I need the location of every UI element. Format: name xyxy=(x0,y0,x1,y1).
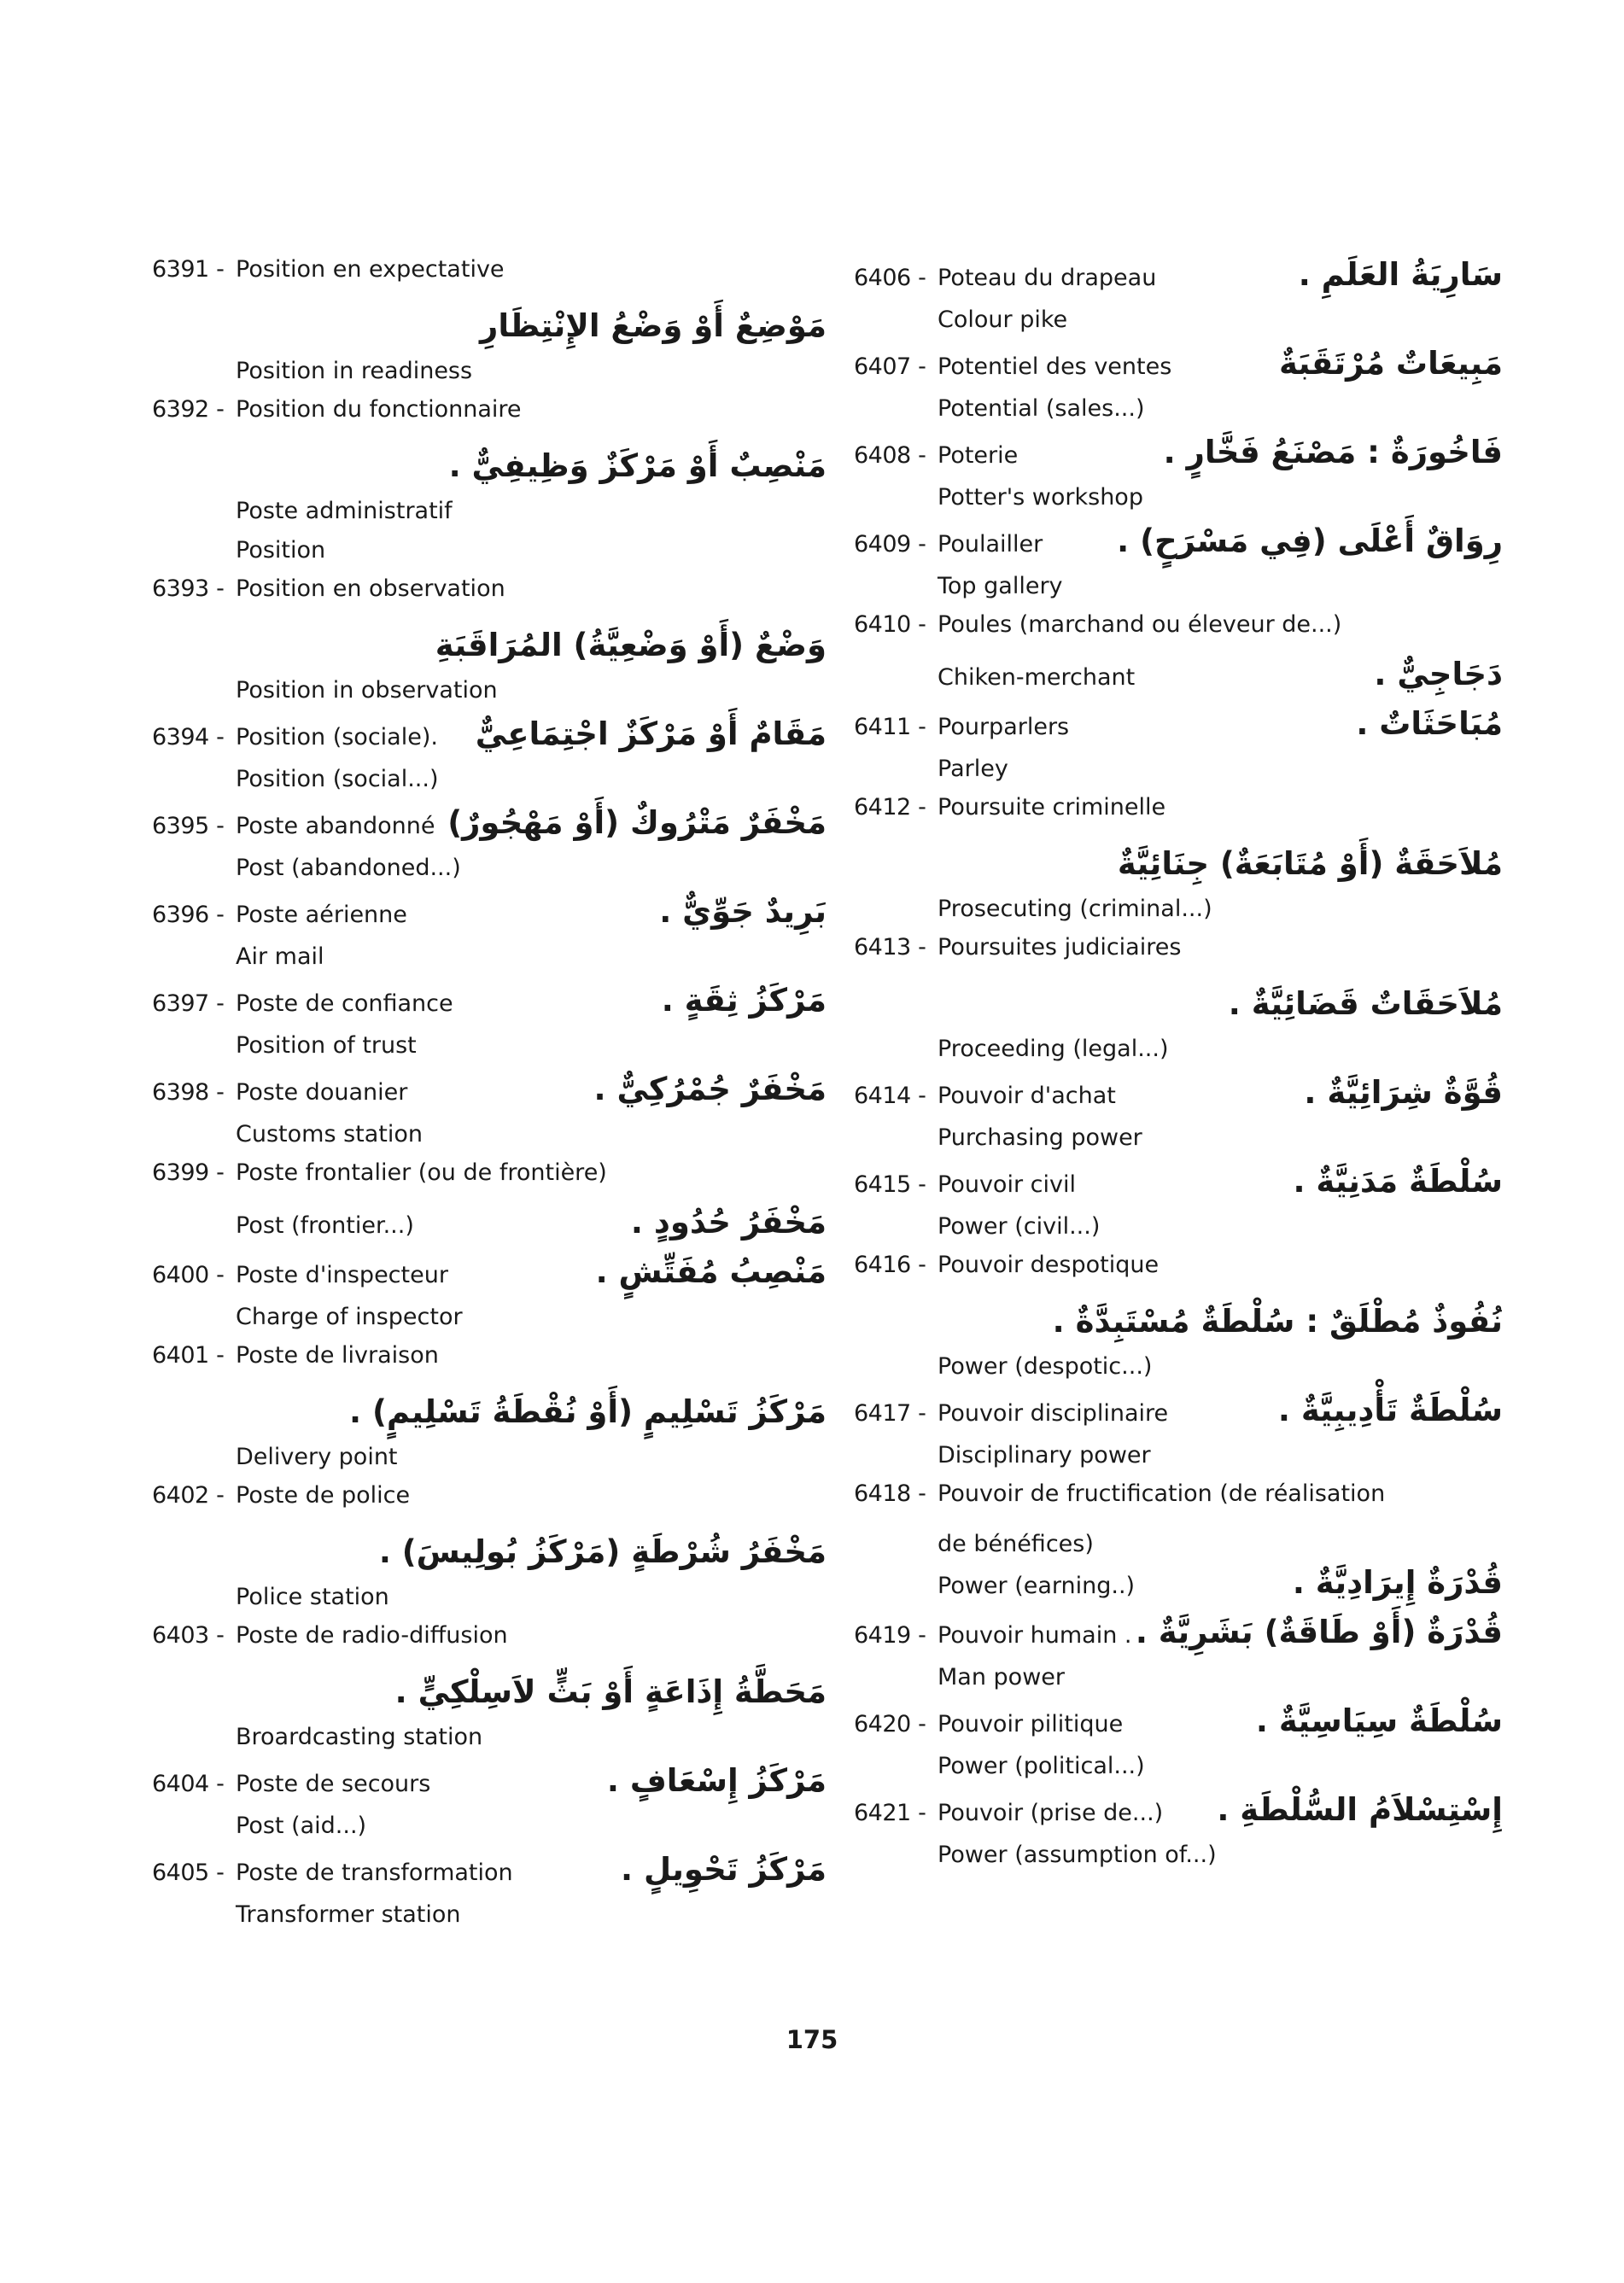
entry-headline xyxy=(854,434,1503,478)
arabic-term: إِسْتِسْلاَمُ السُّلْطَةِ . xyxy=(1217,1791,1503,1828)
french-term: Poste de radio-diffusion xyxy=(236,1622,508,1649)
entry-number: 6419 xyxy=(854,1622,911,1649)
french-term: Position (sociale). xyxy=(236,724,438,750)
entry-number: 6396 xyxy=(152,902,209,928)
french-term: Pouvoir civil xyxy=(938,1171,1076,1198)
dictionary-entry xyxy=(854,1791,1503,1875)
dictionary-entry xyxy=(854,523,1503,606)
entry-number: 6405 xyxy=(152,1860,209,1886)
entry-headline xyxy=(854,611,1503,656)
entry-dash: - xyxy=(216,1079,225,1106)
dictionary-entry xyxy=(854,345,1503,429)
arabic-term: مَرْكَزُ تَحْوِيلٍ . xyxy=(621,1851,827,1888)
arabic-term: مَخْفَرٌ جُمْرُكِيٌّ . xyxy=(593,1071,827,1107)
english-term: Position of trust xyxy=(236,1032,417,1059)
entry-english-row xyxy=(854,1564,1503,1609)
arabic-term: مُلاَحَقَةٌ (أَوْ مُتَابَعَةٌ) جِنَائِيَّةٌ xyxy=(1117,845,1503,882)
arabic-term: سَارِيَةُ العَلَمِ . xyxy=(1298,256,1503,293)
entry-headline xyxy=(854,345,1503,389)
english-term: Power (assumption of...) xyxy=(938,1842,1217,1868)
french-term: Pourparlers xyxy=(938,714,1070,740)
entry-dash: - xyxy=(216,1342,225,1369)
entry-number: 6404 xyxy=(152,1771,209,1797)
entry-number: 6410 xyxy=(854,611,911,638)
arabic-term: مَرْكَزُ إِسْعَافٍ . xyxy=(606,1762,827,1799)
entry-headline xyxy=(854,1252,1503,1296)
dictionary-entry xyxy=(152,575,827,710)
entry-dash: - xyxy=(918,442,926,469)
french-term: Position du fonctionnaire xyxy=(236,396,522,423)
entry-headline xyxy=(854,1702,1503,1747)
arabic-term: نُفُوذٌ مُطْلَقٌ : سُلْطَةٌ مُسْتَبِدَّةٌ . xyxy=(1052,1303,1503,1340)
arabic-term: مَنْصِبُ مُفَتِّشٍ . xyxy=(595,1253,827,1290)
entry-dash: - xyxy=(216,990,225,1017)
entry-number: 6407 xyxy=(854,353,911,380)
page-number: 175 xyxy=(786,2025,838,2054)
arabic-term: مُبَاحَثَاتٌ . xyxy=(1356,705,1503,742)
dictionary-entry xyxy=(152,893,827,977)
french-term: Potentiel des ventes xyxy=(938,353,1172,380)
dictionary-entry xyxy=(152,804,827,888)
dictionary-entry xyxy=(152,1253,827,1337)
english-term: Position in readiness xyxy=(236,358,473,384)
entry-number: 6418 xyxy=(854,1480,911,1507)
dictionary-entry xyxy=(854,1074,1503,1158)
entry-headline xyxy=(854,1791,1503,1836)
entry-headline xyxy=(152,1622,827,1667)
french-term: Poste de transformation xyxy=(236,1860,513,1886)
left-column xyxy=(152,256,827,1940)
french-term: Pouvoir d'achat xyxy=(938,1083,1116,1109)
entry-number: 6394 xyxy=(152,724,209,750)
french-term: Pouvoir de fructification (de réalisation xyxy=(938,1480,1386,1507)
dictionary-entry xyxy=(854,1480,1503,1609)
entry-headline xyxy=(152,1342,827,1387)
arabic-term: بَرِيدٌ جَوِّيٌّ . xyxy=(659,893,827,930)
french-term: Poste de confiance xyxy=(236,990,453,1017)
dictionary-entry xyxy=(152,396,827,570)
entry-headline xyxy=(152,893,827,937)
dictionary-entry xyxy=(854,1163,1503,1247)
french-term: Pouvoir despotique xyxy=(938,1252,1160,1278)
entry-headline xyxy=(152,1482,827,1527)
entry-headline xyxy=(854,1163,1503,1207)
entry-english-row xyxy=(854,656,1503,700)
entry-dash: - xyxy=(918,265,926,291)
dictionary-entry xyxy=(854,1614,1503,1697)
french-term: Poulailler xyxy=(938,531,1043,558)
english-term: Power (political...) xyxy=(938,1753,1145,1779)
entry-dash: - xyxy=(918,1480,926,1507)
french-term: Poste frontalier (ou de frontière) xyxy=(236,1159,607,1186)
french-term: Poste de livraison xyxy=(236,1342,439,1369)
dictionary-entry xyxy=(152,1762,827,1846)
entry-number: 6403 xyxy=(152,1622,209,1649)
english-term: Charge of inspector xyxy=(236,1304,463,1330)
french-term: Poursuite criminelle xyxy=(938,794,1166,820)
french-term: Poste abandonné xyxy=(236,813,435,839)
english-term: Colour pike xyxy=(938,307,1068,333)
dictionary-entry xyxy=(854,611,1503,700)
french-term: Poste de secours xyxy=(236,1771,431,1797)
dictionary-entry xyxy=(152,1159,827,1248)
entry-number: 6414 xyxy=(854,1083,911,1109)
french-term: Poterie xyxy=(938,442,1019,469)
english-term: Position (social...) xyxy=(236,766,439,792)
entry-number: 6400 xyxy=(152,1262,209,1288)
french-term: Position en observation xyxy=(236,575,505,602)
english-term: Purchasing power xyxy=(938,1124,1142,1151)
entry-dash: - xyxy=(216,1482,225,1509)
french-term: Poteau du drapeau xyxy=(938,265,1157,291)
french-term: Poste d'inspecteur xyxy=(236,1262,448,1288)
dictionary-entry xyxy=(152,256,827,391)
dictionary-entry xyxy=(152,1342,827,1477)
english-term: Police station xyxy=(236,1584,389,1610)
entry-headline xyxy=(854,1614,1503,1658)
entry-dash: - xyxy=(918,1800,926,1826)
entry-dash: - xyxy=(918,1252,926,1278)
entry-number: 6415 xyxy=(854,1171,911,1198)
entry-number: 6401 xyxy=(152,1342,209,1369)
english-term: Potter's workshop xyxy=(938,484,1143,511)
english-term: Post (aid...) xyxy=(236,1813,367,1839)
entry-number: 6391 xyxy=(152,256,209,283)
french-term-continued: de bénéfices) xyxy=(938,1531,1094,1557)
arabic-term: مَخْفَرُ حُدُودٍ . xyxy=(630,1204,827,1241)
entry-dash: - xyxy=(918,1622,926,1649)
dictionary-entry xyxy=(854,705,1503,789)
dictionary-entry xyxy=(152,1851,827,1935)
english-term: Prosecuting (criminal...) xyxy=(938,896,1212,922)
entry-dash: - xyxy=(918,531,926,558)
english-term: Potential (sales...) xyxy=(938,395,1145,422)
arabic-term: قُوَّةٌ شِرَائِيَّةٌ . xyxy=(1304,1074,1503,1111)
entry-number: 6398 xyxy=(152,1079,209,1106)
entry-dash: - xyxy=(918,1171,926,1198)
entry-dash: - xyxy=(918,1400,926,1427)
entry-english-row xyxy=(152,1204,827,1248)
dictionary-entry xyxy=(152,1071,827,1154)
entry-number: 6402 xyxy=(152,1482,209,1509)
entry-headline xyxy=(152,982,827,1026)
arabic-term: مَحَطَّةُ إِذَاعَةٍ أَوْ بَثٍّ لاَسِلْكِيٍّ . xyxy=(394,1673,827,1710)
english-term: Power (civil...) xyxy=(938,1213,1101,1240)
english-term: Air mail xyxy=(236,943,324,970)
entry-headline xyxy=(152,1762,827,1807)
entry-number: 6420 xyxy=(854,1711,911,1737)
entry-headline xyxy=(854,705,1503,750)
entry-number: 6409 xyxy=(854,531,911,558)
entry-dash: - xyxy=(216,256,225,283)
dictionary-entry xyxy=(854,934,1503,1069)
entry-dash: - xyxy=(216,1622,225,1649)
english-term: Broardcasting station xyxy=(236,1724,483,1750)
english-term: Top gallery xyxy=(938,573,1063,599)
entry-headline xyxy=(854,934,1503,978)
entry-headline xyxy=(152,715,827,760)
entry-headline xyxy=(152,1071,827,1115)
english-term: Man power xyxy=(938,1664,1065,1690)
english-term: Transformer station xyxy=(236,1901,461,1928)
french-term: Pouvoir humain . xyxy=(938,1622,1132,1649)
arabic-term: قُدْرَةٌ إِيرَادِيَّةٌ . xyxy=(1292,1564,1503,1601)
entry-number: 6413 xyxy=(854,934,911,960)
entry-number: 6399 xyxy=(152,1159,209,1186)
english-term: Customs station xyxy=(236,1121,424,1147)
english-term: Power (despotic...) xyxy=(938,1353,1153,1380)
entry-dash: - xyxy=(918,934,926,960)
dictionary-entry xyxy=(854,1392,1503,1475)
english-term: Post (abandoned...) xyxy=(236,855,461,881)
right-column xyxy=(854,256,1503,1880)
english-term: Post (frontier...) xyxy=(236,1212,414,1239)
entry-number: 6406 xyxy=(854,265,911,291)
entry-number: 6417 xyxy=(854,1400,911,1427)
english-term: Disciplinary power xyxy=(938,1442,1151,1468)
english-term: Chiken-merchant xyxy=(938,664,1136,691)
entry-headline xyxy=(854,256,1503,301)
arabic-term: سُلْطَةٌ سِيَاسِيَّةٌ . xyxy=(1255,1702,1503,1739)
dictionary-entry xyxy=(152,982,827,1066)
entry-headline xyxy=(854,1480,1503,1525)
entry-dash: - xyxy=(918,1083,926,1109)
arabic-term: رِوَاقٌ أَعْلَى (فِي مَسْرَحٍ) . xyxy=(1117,523,1503,559)
entry-dash: - xyxy=(918,353,926,380)
entry-headline xyxy=(152,256,827,301)
entry-number: 6416 xyxy=(854,1252,911,1278)
dictionary-entry xyxy=(152,1622,827,1757)
entry-dash: - xyxy=(918,1711,926,1737)
arabic-term: مَرْكَزُ تَسْلِيمٍ (أَوْ نُقْطَةُ تَسْلِيمٍ) . xyxy=(349,1393,827,1430)
arabic-term: مَرْكَزُ ثِقَةٍ . xyxy=(661,982,827,1019)
french-term: Pouvoir disciplinaire xyxy=(938,1400,1169,1427)
entry-headline xyxy=(152,575,827,620)
french-term: Poursuites judiciaires xyxy=(938,934,1182,960)
dictionary-entry xyxy=(854,256,1503,340)
entry-dash: - xyxy=(216,1159,225,1186)
entry-dash: - xyxy=(216,1771,225,1797)
entry-dash: - xyxy=(918,794,926,820)
french-term: Poste aérienne xyxy=(236,902,407,928)
entry-number: 6412 xyxy=(854,794,911,820)
arabic-term: سُلْطَةٌ تَأْدِيبِيَّةٌ . xyxy=(1277,1392,1503,1428)
arabic-term: مَقَامٌ أَوْ مَرْكَزٌ اجْتِمَاعِيٌّ xyxy=(475,715,827,752)
entry-headline xyxy=(152,1159,827,1204)
dictionary-entry xyxy=(854,1252,1503,1387)
english-term-continued: Position xyxy=(236,537,326,563)
french-term: Poste de police xyxy=(236,1482,411,1509)
english-term: Poste administratif xyxy=(236,498,453,524)
arabic-term: وَضْعٌ (أَوْ وَضْعِيَّةُ) المُرَاقَبَةِ xyxy=(435,627,827,663)
entry-headline xyxy=(152,396,827,441)
entry-dash: - xyxy=(216,813,225,839)
arabic-term: مَنْصِبٌ أَوْ مَرْكَزٌ وَظِيفِيٌّ . xyxy=(448,447,827,484)
entry-number: 6397 xyxy=(152,990,209,1017)
entry-headline xyxy=(854,794,1503,838)
french-term: Pouvoir (prise de...) xyxy=(938,1800,1164,1826)
entry-dash: - xyxy=(216,724,225,750)
arabic-term: مَوْضِعٌ أَوْ وَضْعُ الإِنْتِظَارِ xyxy=(480,307,827,344)
arabic-term: دَجَاجِيٌّ . xyxy=(1374,656,1503,692)
entry-number: 6393 xyxy=(152,575,209,602)
dictionary-entry xyxy=(152,1482,827,1617)
arabic-term: مَخْفَرٌ مَتْرُوكٌ (أَوْ مَهْجُورٌ) xyxy=(447,804,827,841)
arabic-term: سُلْطَةٌ مَدَنِيَّةٌ . xyxy=(1293,1163,1503,1200)
french-term: Poules (marchand ou éleveur de...) xyxy=(938,611,1342,638)
entry-number: 6408 xyxy=(854,442,911,469)
entry-headline xyxy=(854,1392,1503,1436)
entry-headline xyxy=(854,1074,1503,1118)
entry-number: 6421 xyxy=(854,1800,911,1826)
english-term: Delivery point xyxy=(236,1444,398,1470)
entry-headline xyxy=(854,523,1503,567)
dictionary-entry xyxy=(854,794,1503,929)
entry-headline xyxy=(152,1851,827,1895)
dictionary-entry xyxy=(854,1702,1503,1786)
dictionary-entry xyxy=(152,715,827,799)
english-term: Parley xyxy=(938,756,1008,782)
arabic-term: فَاخُورَةٌ : مَصْنَعُ فَخَّارٍ . xyxy=(1163,434,1503,470)
entry-number: 6395 xyxy=(152,813,209,839)
dictionary-entry xyxy=(854,434,1503,517)
french-term: Pouvoir pilitique xyxy=(938,1711,1124,1737)
french-term: Poste douanier xyxy=(236,1079,408,1106)
arabic-term: مُلاَحَقَاتٌ قَضَائِيَّةٌ . xyxy=(1228,985,1503,1022)
entry-dash: - xyxy=(918,714,926,740)
english-term: Position in observation xyxy=(236,677,498,704)
entry-headline xyxy=(152,1253,827,1298)
arabic-term: مَبِيعَاتٌ مُرْتَقَبَةٌ xyxy=(1279,345,1503,382)
entry-number: 6411 xyxy=(854,714,911,740)
entry-dash: - xyxy=(918,611,926,638)
english-term: Proceeding (legal...) xyxy=(938,1036,1169,1062)
entry-dash: - xyxy=(216,1860,225,1886)
english-term: Power (earning..) xyxy=(938,1573,1136,1599)
entry-dash: - xyxy=(216,575,225,602)
entry-dash: - xyxy=(216,396,225,423)
entry-dash: - xyxy=(216,1262,225,1288)
entry-number: 6392 xyxy=(152,396,209,423)
french-term: Position en expectative xyxy=(236,256,505,283)
arabic-term: قُدْرَةٌ (أَوْ طَاقَةٌ) بَشَرِيَّةٌ . xyxy=(1135,1614,1503,1650)
entry-dash: - xyxy=(216,902,225,928)
entry-headline xyxy=(152,804,827,849)
arabic-term: مَخْفَرُ شُرْطَةٍ (مَرْكَزُ بُولِيسَ) . xyxy=(378,1533,827,1570)
